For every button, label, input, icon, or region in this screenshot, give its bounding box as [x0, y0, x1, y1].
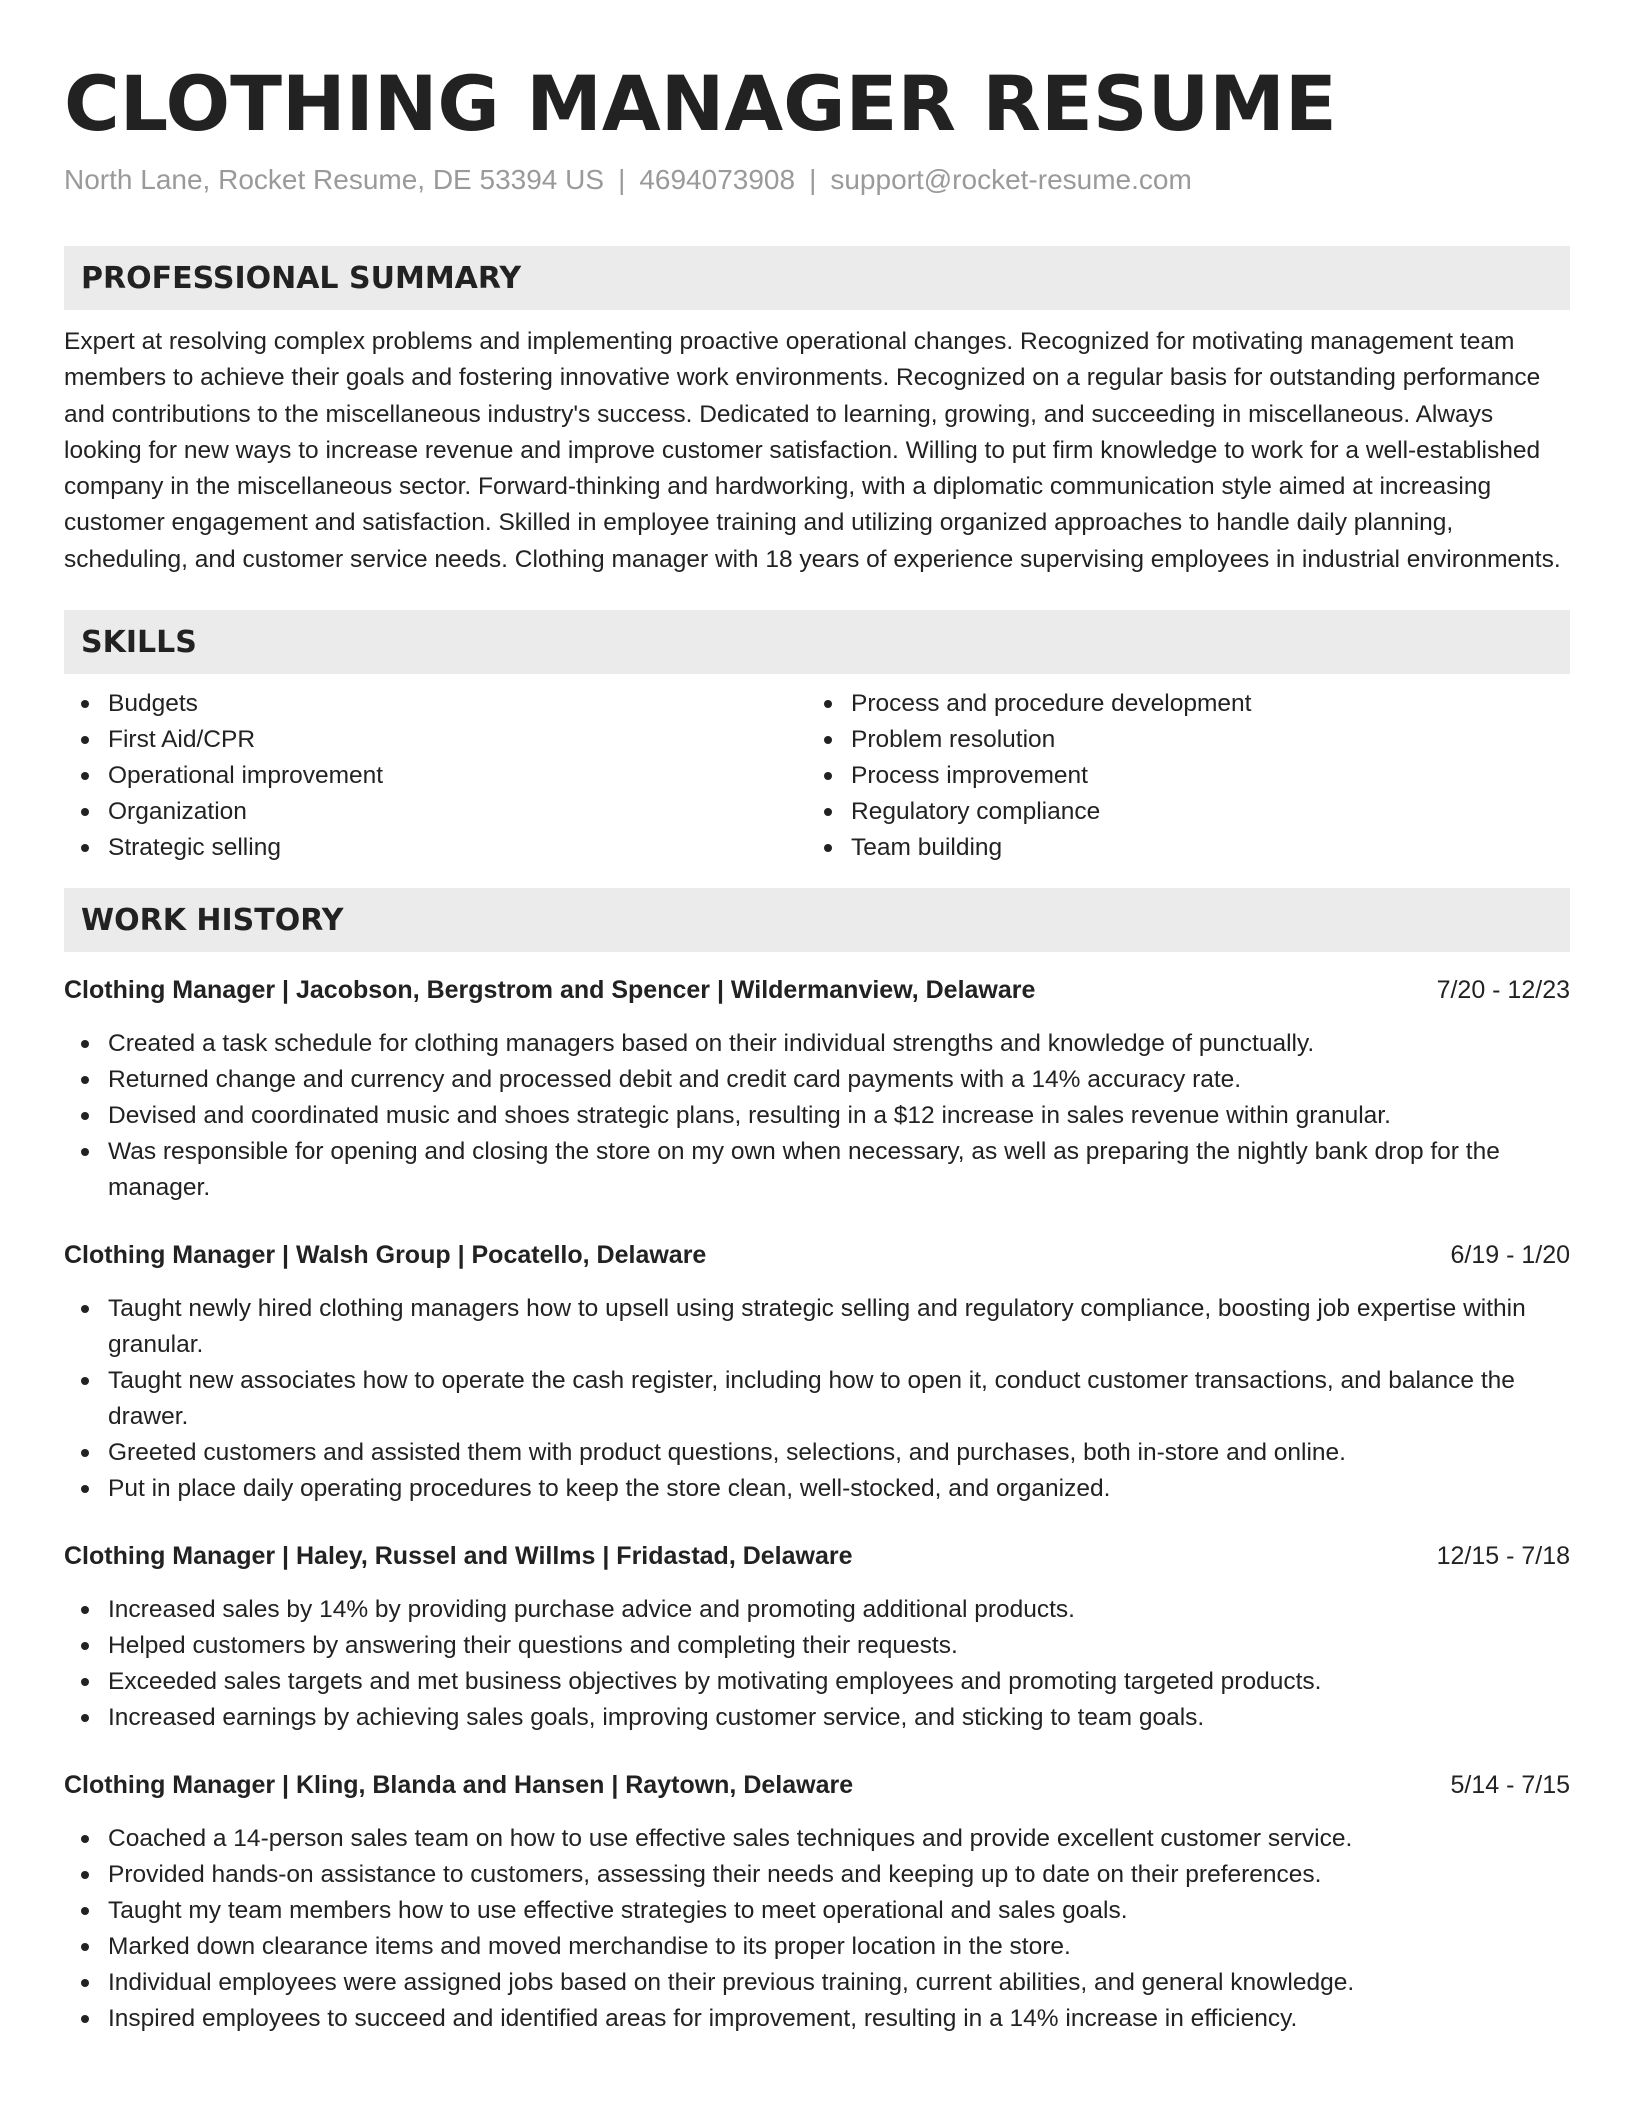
skill-item: First Aid/CPR	[64, 722, 807, 758]
skill-item: Process and procedure development	[807, 686, 1550, 722]
skills-list-right	[807, 686, 1550, 866]
job-bullet: Increased earnings by achieving sales goals, improving customer service, and sticking to team goals.	[64, 1700, 1570, 1736]
job-title: Clothing Manager | Haley, Russel and Willms | Fridastad, Delaware	[64, 1542, 853, 1571]
skill-item: Process improvement	[807, 758, 1550, 794]
work-history-heading: WORK HISTORY	[64, 888, 1570, 952]
job-bullet: Was responsible for opening and closing the store on my own when necessary, as well as preparing the nightly bank drop for the manager.	[64, 1134, 1570, 1206]
professional-summary-heading: PROFESSIONAL SUMMARY	[64, 246, 1570, 310]
contact-email: support@rocket-resume.com	[830, 164, 1192, 195]
job-bullet: Put in place daily operating procedures to keep the store clean, well-stocked, and organized.	[64, 1471, 1570, 1507]
skill-item: Strategic selling	[64, 830, 807, 866]
job-bullet: Greeted customers and assisted them with product questions, selections, and purchases, both in-store and online.	[64, 1435, 1570, 1471]
job-title: Clothing Manager | Jacobson, Bergstrom and Spencer | Wildermanview, Delaware	[64, 976, 1036, 1005]
contact-separator: |	[809, 164, 817, 195]
resume-title: CLOTHING MANAGER RESUME	[64, 59, 1337, 148]
job-bullet: Exceeded sales targets and met business objectives by motivating employees and promoting targeted products.	[64, 1664, 1570, 1700]
skill-item: Team building	[807, 830, 1550, 866]
job-title: Clothing Manager | Walsh Group | Pocatello, Delaware	[64, 1241, 707, 1270]
job-bullet: Helped customers by answering their questions and completing their requests.	[64, 1628, 1570, 1664]
job-bullet: Provided hands-on assistance to customers, assessing their needs and keeping up to date on their preferences.	[64, 1857, 1570, 1893]
job-title-row	[64, 972, 1570, 1008]
job-bullets	[64, 1026, 1570, 1206]
job-bullet: Returned change and currency and processed debit and credit card payments with a 14% accuracy rate.	[64, 1062, 1570, 1098]
job-bullets	[64, 1821, 1570, 2037]
job-bullet: Inspired employees to succeed and identified areas for improvement, resulting in a 14% increase in efficiency.	[64, 2001, 1570, 2037]
skill-item: Operational improvement	[64, 758, 807, 794]
job-dates: 5/14 - 7/15	[1450, 1771, 1570, 1800]
job-bullet: Coached a 14-person sales team on how to use effective sales techniques and provide excellent customer service.	[64, 1821, 1570, 1857]
job-bullet: Taught my team members how to use effective strategies to meet operational and sales goals.	[64, 1893, 1570, 1929]
job-bullets	[64, 1291, 1570, 1507]
skill-item: Regulatory compliance	[807, 794, 1550, 830]
contact-line	[64, 160, 1570, 200]
job-entry	[64, 972, 1570, 1206]
job-bullet: Taught new associates how to operate the cash register, including how to open it, conduct customer transactions, and balance the drawer.	[64, 1363, 1570, 1435]
job-title-row	[64, 1538, 1570, 1574]
skill-item: Organization	[64, 794, 807, 830]
skill-item: Problem resolution	[807, 722, 1550, 758]
skill-item: Budgets	[64, 686, 807, 722]
resume-page	[64, 56, 1570, 2037]
job-entry	[64, 1767, 1570, 2037]
job-bullet: Taught newly hired clothing managers how to upsell using strategic selling and regulatory compliance, boosting job expertise within granular.	[64, 1291, 1570, 1363]
skills-heading: SKILLS	[64, 610, 1570, 674]
professional-summary-text: Expert at resolving complex problems and implementing proactive operational changes. Recognized for motivating management team members to achieve their goals and fostering innovative work environments. Recognized on a regular basis for outstanding performance and contributions to the miscellaneous industry's success. Dedicated to learning, growing, and succeeding in miscellaneous. Always looking for new ways to increase revenue and improve customer satisfaction. Willing to put firm knowledge to work for a well-established company in the miscellaneous sector. Forward-thinking and hardworking, with a diplomatic communication style aimed at increasing customer engagement and satisfaction. Skilled in employee training and utilizing organized approaches to handle daily planning, scheduling, and customer service needs. Clothing manager with 18 years of experience supervising employees in industrial environments.	[64, 328, 1561, 573]
job-bullet: Increased sales by 14% by providing purchase advice and promoting additional products.	[64, 1592, 1570, 1628]
job-bullet: Devised and coordinated music and shoes strategic plans, resulting in a $12 increase in sales revenue within granular.	[64, 1098, 1570, 1134]
job-title: Clothing Manager | Kling, Blanda and Hansen | Raytown, Delaware	[64, 1771, 854, 1800]
job-dates: 6/19 - 1/20	[1450, 1241, 1570, 1270]
skills-list-left	[64, 686, 807, 866]
job-title-row	[64, 1237, 1570, 1273]
job-bullet: Individual employees were assigned jobs based on their previous training, current abilities, and general knowledge.	[64, 1965, 1570, 2001]
job-dates: 12/15 - 7/18	[1436, 1542, 1570, 1571]
job-bullets	[64, 1592, 1570, 1736]
job-entry	[64, 1538, 1570, 1736]
skills-columns	[64, 686, 1570, 866]
contact-phone: 4694073908	[639, 164, 796, 195]
contact-separator: |	[618, 164, 626, 195]
job-dates: 7/20 - 12/23	[1436, 976, 1570, 1005]
job-entry	[64, 1237, 1570, 1507]
job-title-row	[64, 1767, 1570, 1803]
job-bullet: Marked down clearance items and moved merchandise to its proper location in the store.	[64, 1929, 1570, 1965]
job-bullet: Created a task schedule for clothing managers based on their individual strengths and knowledge of punctually.	[64, 1026, 1570, 1062]
contact-address: North Lane, Rocket Resume, DE 53394 US	[64, 164, 605, 195]
